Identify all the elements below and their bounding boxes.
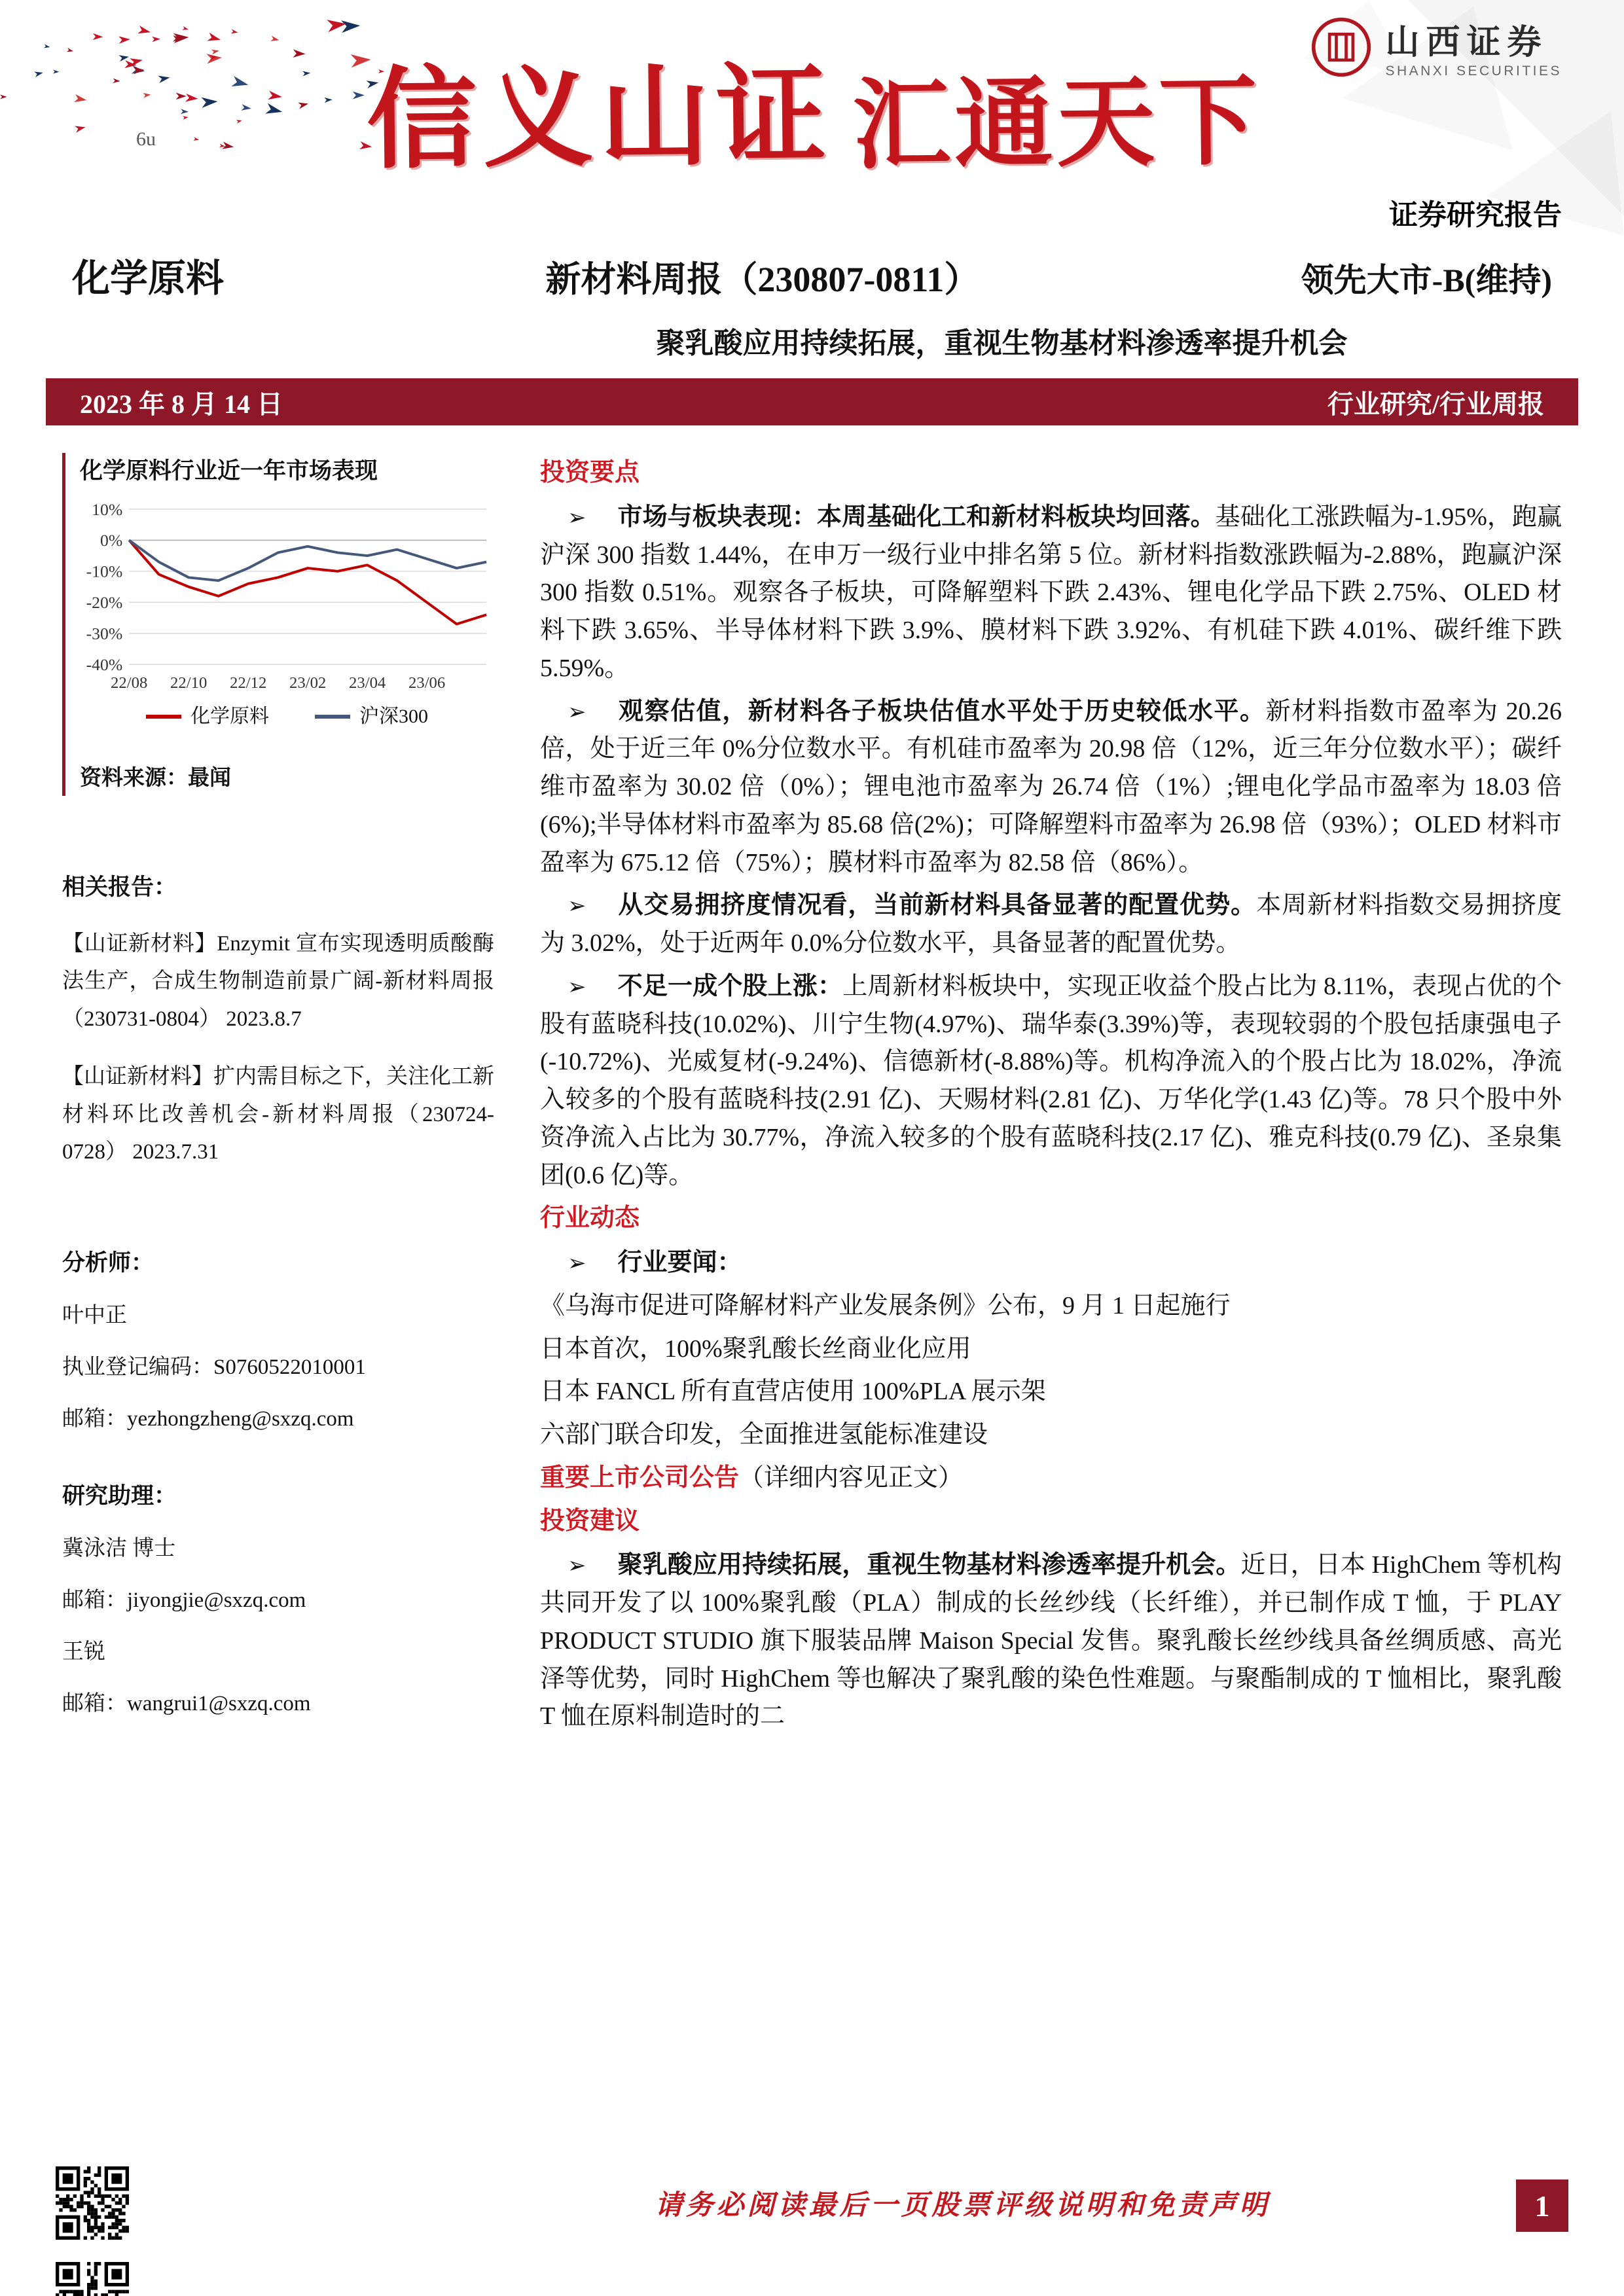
bullet-lead: 不足一成个股上涨： bbox=[617, 972, 843, 1000]
bullet-text: 本周新材料指数交易拥挤度为 3.02%，处于近两年 0.0%分位数水平，具备显著的配置优势。 bbox=[540, 891, 1562, 957]
bullet-text: 上周新材料板块中，实现正收益个股占比为 8.11%，表现占优的个股有蓝晓科技(10.02%)、川宁生物(4.97%)、瑞华泰(3.39%)等，表现较弱的个股包括康强电子(-10.72%)、光威复材(-9.24%)、信德新材(-8.88%)等。机构净流入的个股占比为 18.02%，净流入较多的个股有蓝晓科技(2.91 亿)、天赐材料(2.81 亿)、万华化学(1.43 亿)等。78 只个股中外资净流入占比为 30.77%，净流入较多的个股有蓝晓科技(2.17 亿)、雅克科技(0.79 亿)、圣泉集团(0.6 亿)等。 bbox=[540, 972, 1562, 1189]
assistant-name: 冀泳洁 博士 bbox=[62, 1537, 176, 1561]
svg-text:-40%: -40% bbox=[86, 655, 123, 675]
announcement-title: 重要上市公司公告 bbox=[540, 1463, 740, 1492]
news-item: 六部门联合印发，全面推进氢能标准建设 bbox=[540, 1421, 988, 1448]
report-category: 行业研究/行业周报 bbox=[1327, 389, 1544, 419]
svg-text:10%: 10% bbox=[92, 501, 123, 519]
svg-text:22/10: 22/10 bbox=[170, 673, 208, 692]
qr-code-icon bbox=[56, 2166, 129, 2240]
bullet-text: 基础化工涨跌幅为-1.95%，跑赢沪深 300 指数 1.44%，在申万一级行业中排名第 5 位。新材料指数涨跌幅为-2.88%，跑赢沪深 300 指数 0.51%。观察各子板块，可降解塑料下跌 2.43%、锂电化学品下跌 2.75%、OLED 材料下跌 3.65%、半导体材料下跌 3.9%、膜材料下跌 3.92%、有机硅下跌 4.01%、碳纤维下跌 5.59%。 bbox=[540, 503, 1562, 682]
announcement-note: （详细内容见正文） bbox=[739, 1463, 964, 1492]
report-date: 2023 年 8 月 14 日 bbox=[80, 389, 283, 419]
logo-name-cn: 山西证券 bbox=[1385, 24, 1548, 62]
svg-text:-20%: -20% bbox=[86, 593, 123, 613]
slogan-part1: 信义山证 bbox=[366, 55, 834, 183]
qr-code-icon bbox=[56, 2262, 129, 2296]
sidebar bbox=[62, 450, 494, 1741]
legend-item-hs300 bbox=[315, 701, 428, 732]
section-heading-investment-highlights: 投资要点 bbox=[540, 459, 640, 486]
assistant-name: 王锐 bbox=[62, 1640, 105, 1664]
rating-label: 领先大市-B(维持) bbox=[1301, 262, 1552, 298]
report-subtitle: 聚乳酸应用持续拓展，重视生物基材料渗透率提升机会 bbox=[656, 327, 1348, 359]
legend-swatch-hs300 bbox=[315, 715, 350, 719]
bullet-arrow-icon: ➢ bbox=[568, 1552, 586, 1579]
analyst-license: 执业登记编码：S0760522010001 bbox=[62, 1355, 366, 1379]
svg-text:22/12: 22/12 bbox=[230, 673, 267, 692]
market-performance-block bbox=[62, 453, 494, 796]
stray-text: 6u bbox=[136, 128, 156, 150]
announcement-line bbox=[540, 1460, 1562, 1498]
bullet-paragraph bbox=[540, 499, 1562, 688]
brand-slogan bbox=[366, 23, 1261, 190]
content-area bbox=[0, 425, 1624, 1741]
slogan-part2: 汇通天下 bbox=[852, 67, 1262, 181]
bullet-lead: 观察估值，新材料各子板块估值水平处于历史较低水平。 bbox=[617, 697, 1266, 725]
news-item: 《乌海市促进可降解材料产业发展条例》公布，9 月 1 日起施行 bbox=[540, 1291, 1231, 1319]
data-source: 资料来源：最闻 bbox=[80, 766, 231, 790]
meta-bar bbox=[46, 378, 1578, 425]
legend-label-chemical: 化学原料 bbox=[190, 705, 269, 727]
advice-text: 近日，日本 HighChem 等机构共同开发了以 100%聚乳酸（PLA）制成的长丝纱线（长纤维），并已制作成 T 恤，于 PLAY PRODUCT STUDIO 旗下服装品牌 Maison Special 发售。聚乳酸长丝纱线具备丝绸质感、高光泽等优势，同时 HighChem 等也解决了聚乳酸的染色性难题。与聚酯制成的 T 恤相比，聚乳酸 T 恤在原料制造时的二 bbox=[540, 1551, 1562, 1731]
svg-text:23/02: 23/02 bbox=[289, 673, 327, 692]
svg-text:-30%: -30% bbox=[86, 624, 123, 643]
section-heading-industry-news: 行业动态 bbox=[540, 1204, 640, 1232]
header-banner bbox=[0, 0, 1624, 243]
news-heading-line bbox=[540, 1244, 1562, 1282]
chart-title: 化学原料行业近一年市场表现 bbox=[80, 458, 378, 484]
bullet-paragraph bbox=[540, 968, 1562, 1195]
advice-lead: 聚乳酸应用持续拓展，重视生物基材料渗透率提升机会。 bbox=[617, 1551, 1241, 1579]
related-report-item: 【山证新材料】Enzymit 宣布实现透明质酸酶法生产，合成生物制造前景广阔-新材料周报（230731-0804） 2023.8.7 bbox=[62, 931, 494, 1031]
analyst-heading: 分析师： bbox=[62, 1250, 154, 1276]
bullet-arrow-icon: ➢ bbox=[568, 973, 586, 1000]
company-logo bbox=[1310, 14, 1562, 79]
assistant-email: 邮箱：wangrui1@sxzq.com bbox=[62, 1691, 311, 1715]
logo-name-en: SHANXI SECURITIES bbox=[1385, 63, 1562, 79]
report-title: 新材料周报（230807-0811） bbox=[545, 260, 980, 299]
main-column bbox=[540, 450, 1562, 1741]
svg-text:0%: 0% bbox=[100, 531, 123, 550]
analyst-name: 叶中正 bbox=[62, 1304, 127, 1328]
performance-line-chart bbox=[80, 501, 494, 696]
report-type-label: 证券研究报告 bbox=[1389, 199, 1562, 231]
shanxi-securities-seal-icon bbox=[1310, 16, 1372, 78]
legend-label-hs300: 沪深300 bbox=[359, 705, 428, 727]
news-item: 日本 FANCL 所有直营店使用 100%PLA 展示架 bbox=[540, 1378, 1046, 1406]
related-reports-heading: 相关报告： bbox=[62, 874, 177, 900]
assistant-email: 邮箱：jiyongjie@sxzq.com bbox=[62, 1588, 306, 1613]
bullet-arrow-icon: ➢ bbox=[568, 893, 586, 920]
bullet-lead: 市场与板块表现：本周基础化工和新材料板块均回落。 bbox=[617, 503, 1216, 531]
svg-text:23/04: 23/04 bbox=[348, 673, 386, 692]
industry-title: 化学原料 bbox=[72, 257, 225, 300]
bullet-arrow-icon: ➢ bbox=[568, 504, 586, 531]
bullet-arrow-icon: ➢ bbox=[568, 698, 586, 725]
bullet-arrow-icon: ➢ bbox=[568, 1250, 586, 1276]
svg-text:-10%: -10% bbox=[86, 562, 123, 581]
bullet-lead: 从交易拥挤度情况看，当前新材料具备显著的配置优势。 bbox=[617, 891, 1257, 920]
news-item: 日本首次，100%聚乳酸长丝商业化应用 bbox=[540, 1335, 971, 1363]
svg-text:22/08: 22/08 bbox=[111, 673, 148, 692]
legend-item-chemical bbox=[146, 701, 269, 732]
legend-swatch-chemical bbox=[146, 715, 181, 719]
advice-paragraph bbox=[540, 1547, 1562, 1736]
news-heading: 行业要闻： bbox=[617, 1249, 742, 1276]
bullet-text: 新材料指数市盈率为 20.26 倍，处于近三年 0%分位数水平。有机硅市盈率为 20.98 倍（12%，近三年分位数水平）；碳纤维市盈率为 30.02 倍（0%）；锂电池市盈率为 26.74 倍（1%）;锂电化学品市盈率为 18.03 倍(6%);半导体材料市盈率为 85.68 倍(2%)；可降解塑料市盈率为 26.98 倍（93%）；OLED 材料市盈率为 675.12 倍（75%）；膜材料市盈率为 82.58 倍（86%）。 bbox=[540, 697, 1562, 876]
chart-legend bbox=[80, 701, 494, 732]
section-heading-investment-advice: 投资建议 bbox=[540, 1507, 640, 1535]
bullet-paragraph bbox=[540, 693, 1562, 882]
page-number-badge: 1 bbox=[1516, 2179, 1568, 2232]
related-report-item: 【山证新材料】扩内需目标之下，关注化工新材料环比改善机会-新材料周报（230724-0728） 2023.7.31 bbox=[62, 1064, 494, 1164]
bullet-paragraph bbox=[540, 887, 1562, 963]
footer-disclaimer: 请务必阅读最后一页股票评级说明和免责声明 bbox=[655, 2191, 1271, 2221]
analyst-email: 邮箱：yezhongzheng@sxzq.com bbox=[62, 1407, 354, 1431]
assistant-heading: 研究助理： bbox=[62, 1483, 177, 1509]
logo-text bbox=[1385, 14, 1562, 79]
svg-text:23/06: 23/06 bbox=[408, 673, 446, 692]
